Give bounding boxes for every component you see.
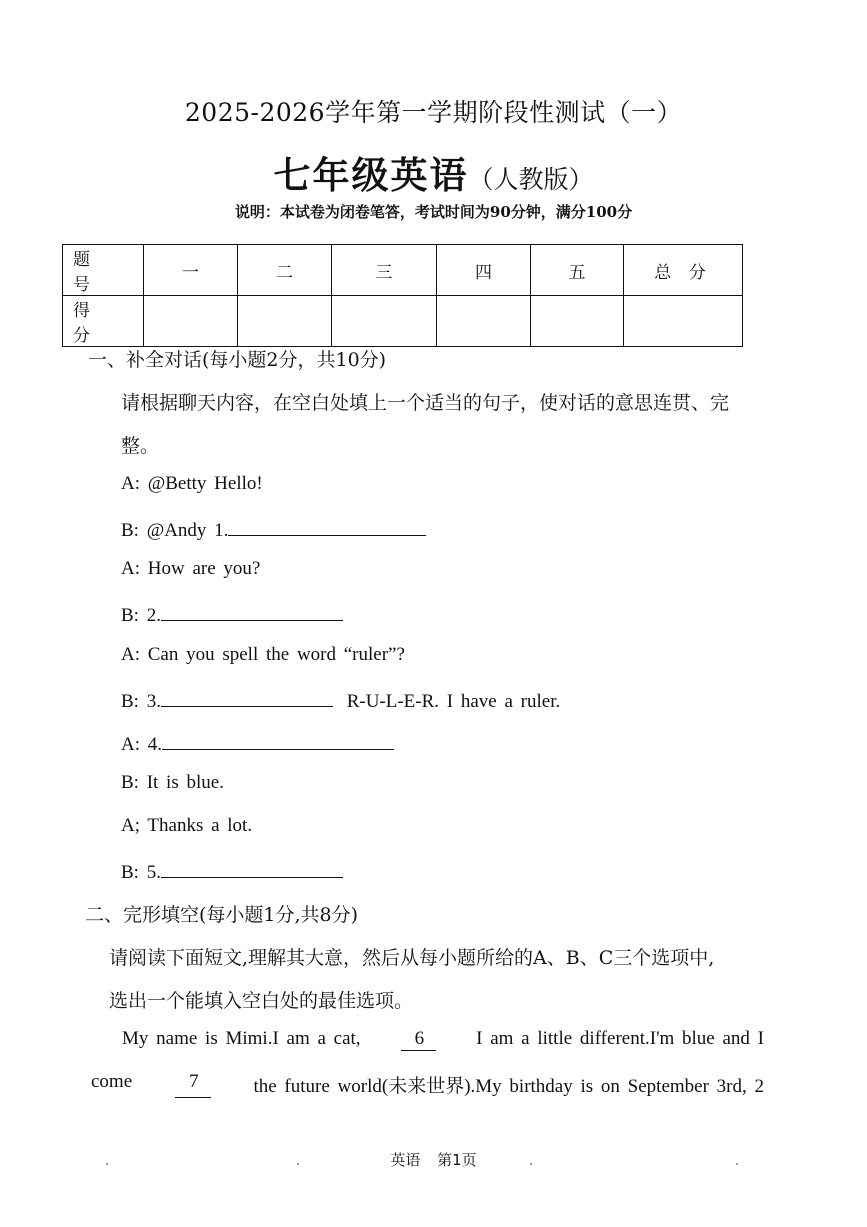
score-table-score-row xyxy=(63,296,743,347)
section1-instruction: 请根据聊天内容，在空白处填上一个适当的句子，使对话的意思连贯、完 xyxy=(121,392,730,414)
dialogue-text: B: @Andy 1. xyxy=(121,520,229,541)
scan-speck xyxy=(297,1163,299,1165)
dialogue-line xyxy=(121,772,224,794)
dialogue-text: A: @Betty Hello! xyxy=(121,473,263,494)
score-input-cell[interactable] xyxy=(332,296,437,347)
score-table-header-row xyxy=(63,245,743,296)
answer-blank-2[interactable] xyxy=(161,601,343,621)
footer-subject: 英语 xyxy=(390,1151,421,1169)
page-footer xyxy=(0,1149,867,1170)
answer-blank-4[interactable] xyxy=(162,730,394,750)
answer-blank-3[interactable] xyxy=(161,687,333,707)
score-table xyxy=(62,244,743,347)
subject-main: 七年级英语 xyxy=(273,154,469,197)
score-table-cell: 得 分 xyxy=(63,296,144,347)
dialogue-line xyxy=(121,815,252,837)
passage-text: the future world(未来世界).My birthday is on September 3rd, 2 xyxy=(253,1076,764,1097)
dialogue-line xyxy=(121,516,426,542)
answer-blank-1[interactable] xyxy=(228,516,426,536)
dialogue-line xyxy=(121,473,263,495)
dialogue-line xyxy=(121,858,343,884)
scan-speck xyxy=(736,1163,738,1165)
dialogue-text: A: How are you? xyxy=(121,558,261,579)
dialogue-line xyxy=(121,644,405,666)
exam-instructions: 说明：本试卷为闭卷笔答，考试时间为90分钟，满分100分 xyxy=(234,203,633,221)
passage-line xyxy=(122,1028,764,1051)
footer-page-number: 第1页 xyxy=(437,1151,477,1169)
score-table-cell: 三 xyxy=(332,245,437,296)
dialogue-line xyxy=(121,687,560,713)
dialogue-text: A; Thanks a lot. xyxy=(121,815,253,836)
scan-speck xyxy=(530,1163,532,1165)
score-input-cell[interactable] xyxy=(238,296,332,347)
cloze-blank-6[interactable]: 6 xyxy=(401,1028,437,1051)
exam-title: 2025-2026学年第一学期阶段性测试（一） xyxy=(184,98,683,127)
dialogue-line xyxy=(121,558,260,580)
score-table-cell: 二 xyxy=(238,245,332,296)
score-table-cell: 题 号 xyxy=(63,245,144,296)
subject-edition: （人教版） xyxy=(468,165,594,194)
dialogue-text: B: It is blue. xyxy=(121,772,224,793)
section2-instruction: 请阅读下面短文,理解其大意，然后从每小题所给的A、B、C三个选项中, xyxy=(109,947,715,969)
subject-heading xyxy=(0,145,867,199)
section1-heading: 一、补全对话(每小题2分，共10分) xyxy=(88,349,387,371)
passage-line xyxy=(91,1071,764,1098)
dialogue-text: B: 5. xyxy=(121,862,161,883)
score-input-cell[interactable] xyxy=(437,296,531,347)
dialogue-text: A: Can you spell the word “ruler”? xyxy=(121,644,405,665)
section1-instruction: 整。 xyxy=(121,435,160,457)
dialogue-text: R-U-L-E-R. I have a ruler. xyxy=(346,691,561,712)
answer-blank-5[interactable] xyxy=(161,858,343,878)
section2-instruction: 选出一个能填入空白处的最佳选项。 xyxy=(109,990,414,1012)
passage-text: come xyxy=(91,1071,133,1092)
section2-heading: 二、完形填空(每小题1分,共8分) xyxy=(85,904,359,926)
dialogue-line xyxy=(121,601,343,627)
dialogue-line xyxy=(121,730,394,756)
dialogue-text: B: 3. xyxy=(121,691,161,712)
score-table-cell: 五 xyxy=(531,245,624,296)
scan-speck xyxy=(106,1163,108,1165)
score-table-cell: 一 xyxy=(144,245,238,296)
dialogue-text: B: 2. xyxy=(121,605,161,626)
score-table-cell: 总 分 xyxy=(624,245,743,296)
passage-text: I am a little different.I'm blue and I xyxy=(476,1028,764,1049)
passage-text: My name is Mimi.I am a cat, xyxy=(122,1028,361,1049)
score-input-cell[interactable] xyxy=(624,296,743,347)
cloze-blank-7[interactable]: 7 xyxy=(175,1071,211,1098)
score-table-cell: 四 xyxy=(437,245,531,296)
score-input-cell[interactable] xyxy=(144,296,238,347)
dialogue-text: A: 4. xyxy=(121,734,162,755)
score-input-cell[interactable] xyxy=(531,296,624,347)
